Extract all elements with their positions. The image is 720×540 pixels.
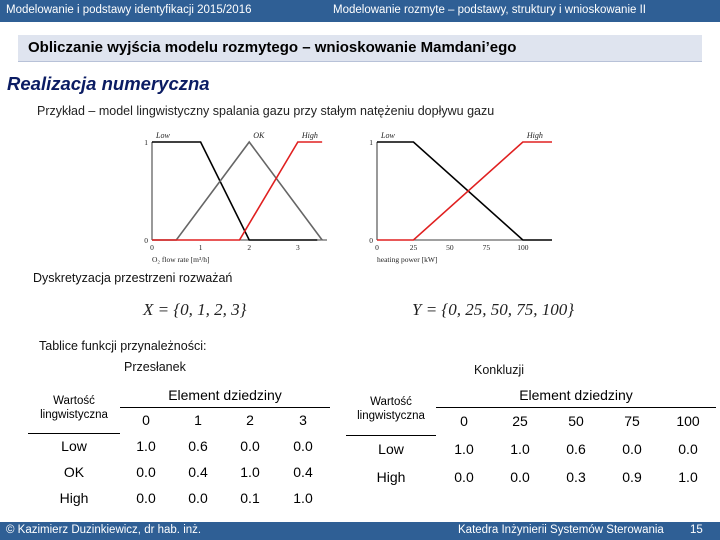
heating-power-membership-chart [357,128,557,264]
x-axis-label: heating power [kW] [377,255,438,264]
table-cell: 0.4 [188,464,208,480]
premise-membership-table [28,383,330,511]
section-heading: Realizacja numeryczna [7,73,210,94]
conclusion-column-header: 100 [676,413,700,430]
premise-column-header: 3 [299,412,307,429]
x-tick-label: 1 [198,243,203,252]
header-course-title: Modelowanie i podstawy identyfikacji 2015/2016 [6,4,252,16]
table-cell: 0.0 [678,441,698,457]
table-row [28,485,330,511]
premise-column-header: 0 [142,412,150,429]
table-cell: 0.6 [188,438,208,454]
table-row [28,433,330,459]
premise-label: Przesłanek [124,360,186,374]
slide-title: Obliczanie wyjścia modelu rozmytego – wnioskowanie Mamdani’ego [28,39,517,56]
discretization-label: Dyskretyzacja przestrzeni rozważań [33,271,233,285]
table-cell: 1.0 [454,441,474,457]
table-row [346,435,716,463]
table-cell: 0.0 [293,438,313,454]
header-bar [0,0,720,22]
conclusion-column-header: 75 [624,413,640,430]
x-axis-label: O₂ flow rate [m³/h] [152,255,210,264]
footer-bar [0,522,720,540]
footer-author: © Kazimierz Duzinkiewicz, dr hab. inż. [6,524,202,536]
series-label: Low [381,131,395,140]
x-tick-label: 3 [295,243,300,252]
row-label: Low [61,438,87,455]
x-tick-label: 25 [409,243,418,252]
conclusion-column-header: 0 [460,413,468,430]
header-lecture-title: Modelowanie rozmyte – podstawy, struktury i wnioskowanie II [333,4,646,16]
x-tick-label: 0 [150,243,154,252]
series-label: Low [156,131,170,140]
x-tick-label: 0 [375,243,379,252]
x-tick-label: 2 [247,243,252,252]
page-number: 15 [690,524,703,536]
table-cell: 1.0 [293,490,313,506]
row-label: Low [378,441,404,458]
table-cell: 0.0 [136,464,156,480]
table-row [346,463,716,491]
x-tick-label: 50 [446,243,454,252]
table-cell: 0.0 [240,438,260,454]
table-cell: 0.0 [188,490,208,506]
table-cell: 0.0 [510,469,530,485]
table-cell: 0.0 [622,441,642,457]
conclusion-membership-table [346,383,716,491]
y-tick-label: 0 [369,236,373,245]
table-cell: 1.0 [510,441,530,457]
table-cell: 0.6 [566,441,586,457]
table-cell: 1.0 [136,438,156,454]
premise-domain-header: Element dziedziny [120,383,330,407]
row-label: High [59,490,89,506]
series-label: High [301,131,318,140]
series-label: OK [253,131,265,140]
premise-column-header: 2 [246,412,254,429]
table-row [28,459,330,485]
example-description: Przykład – model lingwistyczny spalania gazu przy stałym natężeniu dopływu gazu [37,104,495,118]
slide-title-box [18,35,702,62]
table-cell: 0.4 [293,464,313,480]
table-cell: 0.3 [566,469,586,485]
table-cell: 1.0 [240,464,260,480]
footer-department: Katedra Inżynierii Systemów Sterowania [458,524,664,536]
conclusion-column-header: 25 [512,413,528,430]
premise-column-header: 1 [194,412,202,429]
y-tick-label: 1 [144,138,148,147]
conclusion-column-header: 50 [568,413,584,430]
row-label: High [376,469,406,485]
x-tick-label: 100 [517,243,529,252]
series-label: High [526,131,543,140]
row-label: OK [63,464,85,480]
conclusion-corner-header: Wartość lingwistyczna [346,383,436,435]
table-cell: 0.0 [136,490,156,506]
table-cell: 0.1 [240,490,260,506]
tables-label: Tablice funkcji przynależności: [39,339,207,353]
premise-corner-header: Wartość lingwistyczna [28,383,120,433]
table-cell: 0.9 [622,469,642,485]
formula-y: Y = {0, 25, 50, 75, 100} [412,300,575,319]
table-cell: 0.0 [454,469,474,485]
table-cell: 1.0 [678,469,698,485]
y-tick-label: 0 [144,236,148,245]
o2-flow-membership-chart [132,128,332,264]
y-tick-label: 1 [369,138,373,147]
formula-x: X = {0, 1, 2, 3} [143,300,247,319]
chart-background [132,128,332,264]
conclusion-label: Konkluzji [474,363,525,377]
conclusion-domain-header: Element dziedziny [436,383,716,407]
x-tick-label: 75 [482,243,491,252]
